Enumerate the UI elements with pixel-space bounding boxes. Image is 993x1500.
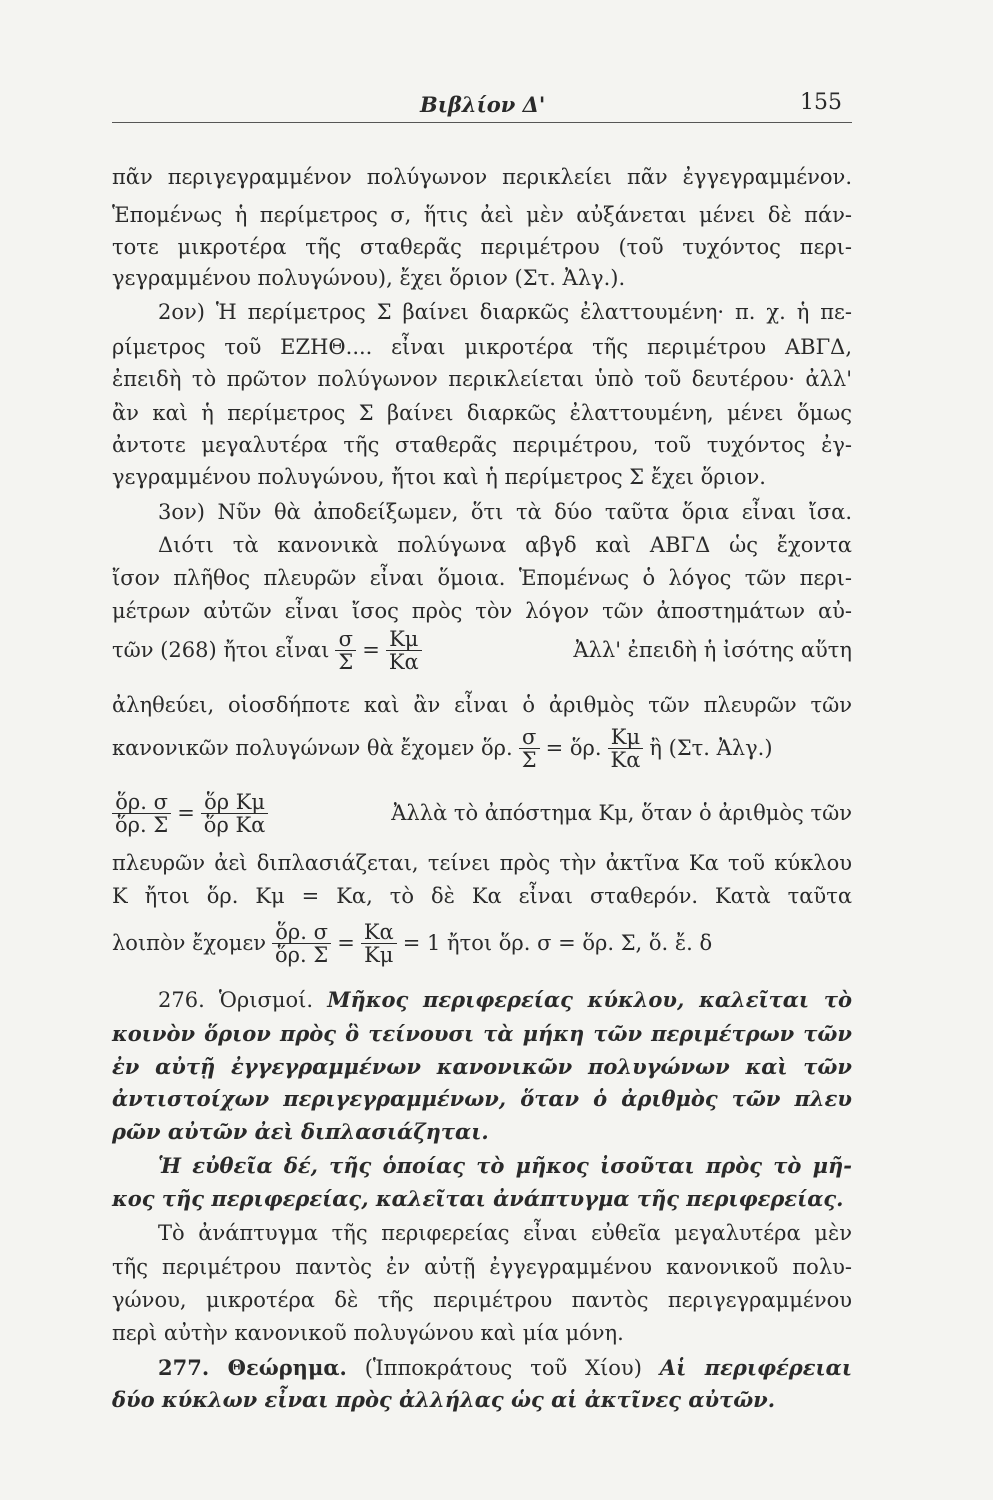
fraction: $\frac{\sigma}{\Sigma}$ [335,628,356,673]
text-line: δύο κύκλων εἶναι πρὸς ἀλλήλας ὡς αἱ ἀκτῖνες αὐτῶν. [112,1387,776,1412]
fraction: $\frac{K\mu}{K\alpha}$ [608,726,644,771]
formula-lead-text: τῶν (268) ἤτοι εἶναι [112,638,330,662]
equals-sign: = [362,638,380,662]
text-line: ἴσον πλῆθος πλευρῶν εἶναι ὅμοια. Ἑπομένως ὁ λόγος τῶν περι- [112,566,852,590]
formula-line-2 [112,722,852,774]
formula-tail-text: Ἀλλὰ τὸ ἀπόστημα Κμ, ὅταν ὁ ἀριθμὸς τῶν [391,801,852,825]
text-line: ρίμετρος τοῦ ΕΖΗΘ.... εἶναι μικροτέρα τῆς περιμέτρου ΑΒΓΔ, [112,335,852,359]
text-line: Ἡ εὐθεῖα δέ, τῆς ὁποίας τὸ μῆκος ἰσοῦται πρὸς τὸ μῆ- [158,1153,852,1178]
formula-tail-text: Ἀλλ' ἐπειδὴ ἡ ἰσότης αὕτη [573,638,852,662]
formula-line-1 [112,625,852,675]
text-line: ρῶν αὐτῶν ἀεὶ διπλασιάζηται. [112,1119,489,1144]
section-number-277: 277. Θεώρημα. [158,1355,347,1380]
page-number: 155 [800,90,842,115]
text-line: ἀντιστοίχων περιγεγραμμένων, ὅταν ὁ ἀριθμὸς τῶν πλευ [112,1086,852,1111]
formula-lead-text: λοιπὸν ἔχομεν [112,931,267,955]
text-line: κοινὸν ὅριον πρὸς ὃ τείνουσι τὰ μήκη τῶν περιμέτρων τῶν [112,1021,852,1046]
header-rule [112,122,852,123]
formula-line-3 [112,786,852,840]
text-line: ἐν αὐτῇ ἐγγεγραμμένων κανονικῶν πολυγώνων καὶ τῶν [112,1054,852,1079]
formula-tail-text: ἢ (Στ. Ἀλγ.) [649,736,773,760]
text-line: ἀληθεύει, οἱοσδήποτε καὶ ἂν εἶναι ὁ ἀριθμὸς τῶν πλευρῶν τῶν [112,693,852,717]
text-line: Τὸ ἀνάπτυγμα τῆς περιφερείας εἶναι εὐθεῖα μεγαλυτέρα μὲν [158,1221,852,1245]
text-line: Κ ἤτοι ὅρ. Κμ = Κα, τὸ δὲ Κα εἶναι σταθερόν. Κατὰ ταῦτα [112,884,852,908]
text-line: περὶ αὐτὴν κανονικοῦ πολυγώνου καὶ μία μόνη. [112,1321,624,1345]
formula-lead-text: κανονικῶν πολυγώνων θὰ ἔχομεν ὅρ. [112,736,513,760]
fraction: $\frac{\text{ὅρ. σ}}{\text{ὅρ. Σ}}$ [272,921,331,966]
fraction: $\frac{K\mu}{K\alpha}$ [386,628,422,673]
text-line: γώνου, μικροτέρα δὲ τῆς περιμέτρου παντὸς περιγεγραμμένου [112,1288,852,1312]
text-line: Διότι τὰ κανονικὰ πολύγωνα αβγδ καὶ ΑΒΓΔ ὡς ἔχοντα [158,533,852,557]
text-line: γεγραμμένου πολυγώνου, ἤτοι καὶ ἡ περίμετρος Σ ἔχει ὅριον. [112,465,766,489]
section-number-276: 276. Ὁρισμοί. [158,988,314,1012]
definition-text: Μῆκος περιφερείας κύκλου, καλεῖται τὸ [327,987,852,1012]
text-line: Ἑπομένως ἡ περίμετρος σ, ἥτις ἀεὶ μὲν αὐξάνεται μένει δὲ πάν- [112,203,852,227]
equals-sign: = [337,931,355,955]
definition-heading-line [158,985,852,1015]
page-header-title: Βιβλίον Δ' [420,92,546,117]
theorem-text: Αἱ περιφέρειαι [659,1355,852,1380]
text-line: 3ον) Νῦν θὰ ἀποδείξωμεν, ὅτι τὰ δύο ταῦτα ὅρια εἶναι ἴσα. [158,500,852,524]
fraction: $\frac{\sigma}{\Sigma}$ [519,726,540,771]
text-line: μέτρων αὐτῶν εἶναι ἴσος πρὸς τὸν λόγον τῶν ἀποστημάτων αὐ- [112,599,852,623]
fraction: $\frac{\text{ὅρ. σ}}{\text{ὅρ. Σ}}$ [112,791,171,836]
fraction: $\frac{\text{ὅρ Κμ}}{\text{ὅρ Κα}}$ [201,791,269,836]
formula-mid-text: = ὅρ. [545,736,602,760]
theorem-attribution: (Ἱπποκράτους τοῦ Χίου) [364,1356,642,1380]
text-line: ἂν καὶ ἡ περίμετρος Σ βαίνει διαρκῶς ἐλαττουμένη, μένει ὅμως [112,401,852,425]
formula-tail-text: = 1 ἤτοι ὅρ. σ = ὅρ. Σ, ὅ. ἔ. δ [402,931,713,955]
text-line: 2ον) Ἡ περίμετρος Σ βαίνει διαρκῶς ἐλαττουμένη· π. χ. ἡ πε- [158,300,852,324]
equals-sign: = [177,801,195,825]
text-line: πᾶν περιγεγραμμένον πολύγωνον περικλείει πᾶν ἐγγεγραμμένον. [112,165,852,189]
text-line: τοτε μικροτέρα τῆς σταθερᾶς περιμέτρου (τοῦ τυχόντος περι- [112,235,852,259]
theorem-heading-line [158,1353,852,1383]
fraction: $\frac{K\alpha}{K\mu}$ [361,921,397,966]
text-line: τῆς περιμέτρου παντὸς ἐν αὐτῇ ἐγγεγραμμένου κανονικοῦ πολυ- [112,1255,852,1279]
text-line: ἐπειδὴ τὸ πρῶτον πολύγωνον περικλείεται ὑπὸ τοῦ δευτέρου· ἀλλ' [112,367,852,391]
formula-line-4 [112,916,852,970]
text-line: ἀντοτε μεγαλυτέρα τῆς σταθερᾶς περιμέτρου, τοῦ τυχόντος ἐγ- [112,433,852,457]
text-line: κος τῆς περιφερείας, καλεῖται ἀνάπτυγμα τῆς περιφερείας. [112,1186,844,1211]
text-line: γεγραμμένου πολυγώνου), ἔχει ὅριον (Στ. Ἀλγ.). [112,266,626,290]
text-line: πλευρῶν ἀεὶ διπλασιάζεται, τείνει πρὸς τὴν ἀκτῖνα Κα τοῦ κύκλου [112,851,852,875]
